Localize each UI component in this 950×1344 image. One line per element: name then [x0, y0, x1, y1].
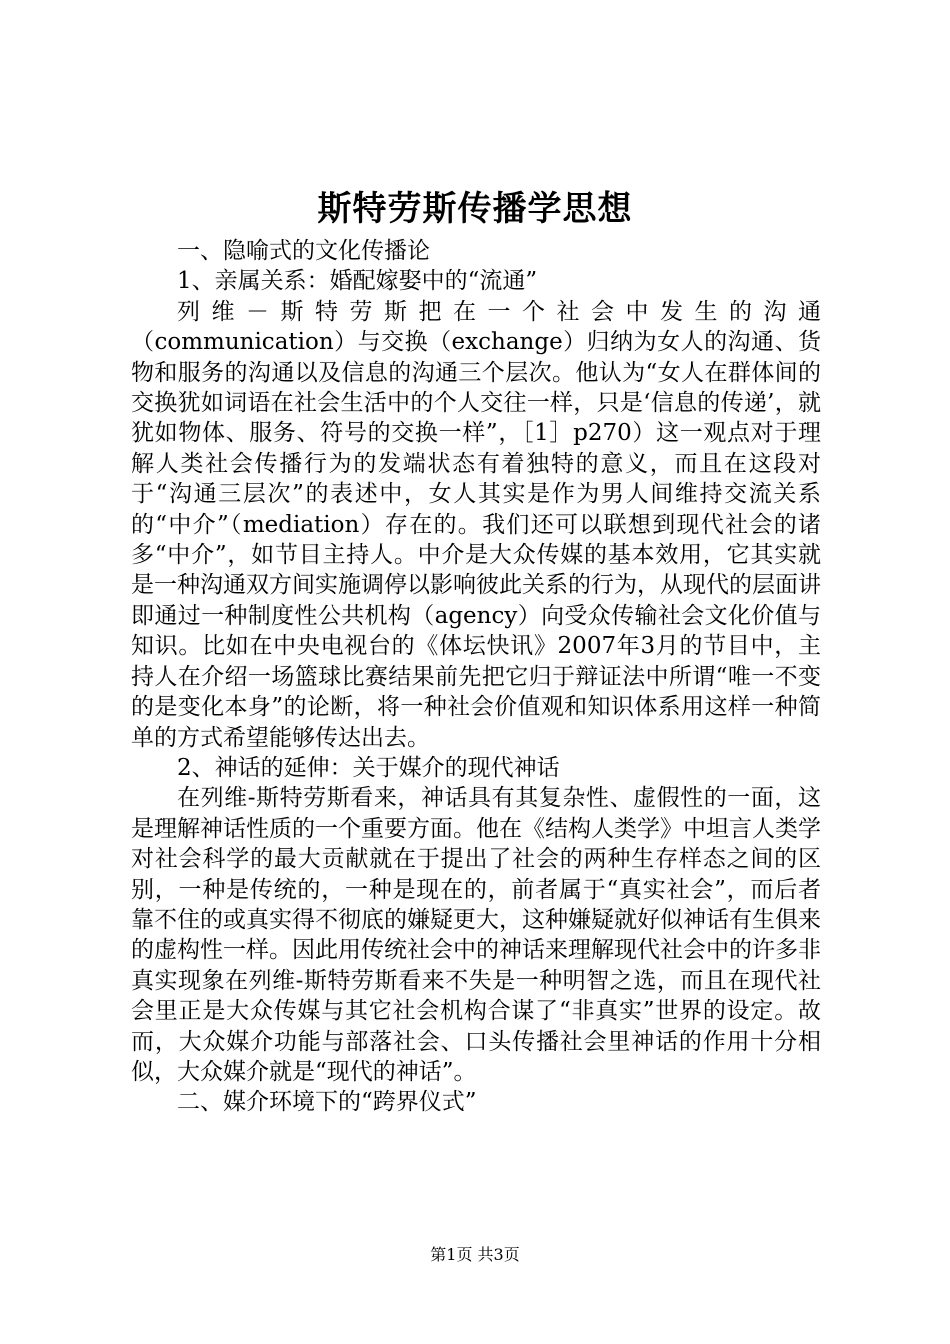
body-paragraph-2: 在列维-斯特劳斯看来，神话具有其复杂性、虚假性的一面，这是理解神话性质的一个重要方面。他在《结构人类学》中坦言人类学对社会科学的最大贡献就在于提出了社会的两种生存样态之间的区别，一种是传统的，一种是现在的，前者属于“真实社会”，而后者靠不住的或真实得不彻底的嫌疑更大，这种嫌疑就好似神话有生俱来的虚构性一样。因此用传统社会中的神话来理解现代社会中的许多非真实现象在列维-斯特劳斯看来不失是一种明智之选，而且在现代社会里正是大众传媒与其它社会机构合谋了“非真实”世界的设定。故而，大众媒介功能与部落社会、口头传播社会里神话的作用十分相似，大众媒介就是“现代的神话”。	[131, 785, 821, 1085]
section-heading-1: 一、隐喻式的文化传播论	[177, 238, 430, 264]
page-footer: 第1页 共3页	[430, 1245, 520, 1264]
document-title: 斯特劳斯传播学思想	[317, 189, 633, 229]
section-heading-2: 二、媒介环境下的“跨界仪式”	[177, 1089, 477, 1116]
subsection-heading-1: 1、亲属关系：婚配嫁娶中的“流通”	[177, 268, 538, 295]
body-paragraph-1: 列维－斯特劳斯把在一个社会中发生的沟通（communication）与交换（exchange）归纳为女人的沟通、货物和服务的沟通以及信息的沟通三个层次。他认为“女人在群体间的交换犹如词语在社会生活中的个人交往一样，只是‘信息的传递’，就犹如物体、服务、符号的交换一样”，［1］p270）这一观点对于理解人类社会传播行为的发端状态有着独特的意义，而且在这段对于“沟通三层次”的表述中，女人其实是作为男人间维持交流关系的“中介”（mediation）存在的。我们还可以联想到现代社会的诸多“中介”，如节目主持人。中介是大众传媒的基本效用，它其实就是一种沟通双方间实施调停以影响彼此关系的行为，从现代的层面讲即通过一种制度性公共机构（agency）向受众传输社会文化价值与知识。比如在中央电视台的《体坛快讯》2007年3月的节目中，主持人在介绍一场篮球比赛结果前先把它归于辩证法中所谓“唯一不变的是变化本身”的论断，将一种社会价值观和知识体系用这样一种简单的方式希望能够传达出去。	[131, 298, 821, 751]
subsection-heading-2: 2、神话的延伸：关于媒介的现代神话	[177, 754, 560, 781]
document-body	[131, 236, 821, 1118]
